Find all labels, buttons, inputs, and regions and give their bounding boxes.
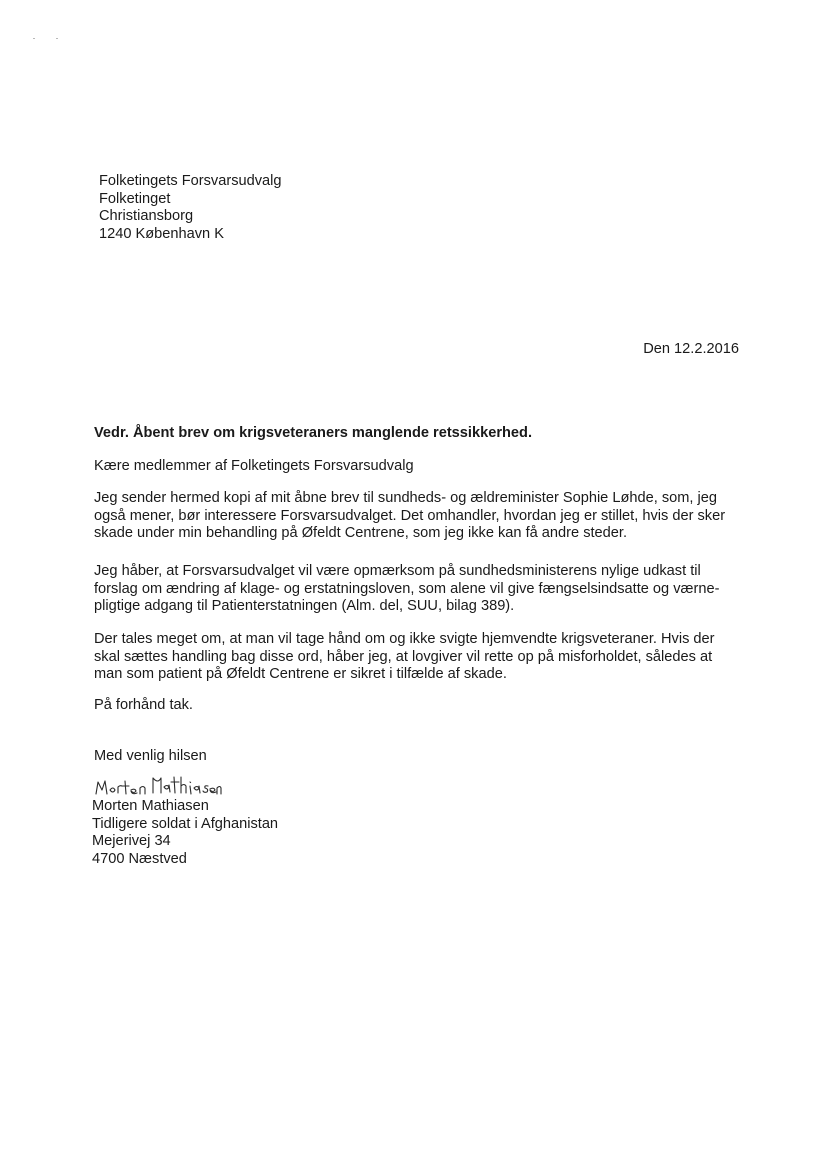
letter-greeting: Kære medlemmer af Folketingets Forsvarsudvalg bbox=[94, 458, 414, 474]
scan-artifact bbox=[56, 38, 58, 39]
signature-stroke bbox=[153, 778, 161, 793]
signature-stroke bbox=[203, 786, 208, 793]
sender-city: 4700 Næstved bbox=[92, 850, 187, 867]
body-paragraph bbox=[94, 490, 725, 543]
paragraph-line: også mener, bør interessere Forsvarsudvalget. Det omhandler, hvordan jeg er stillet, hvis der sker bbox=[94, 507, 726, 524]
signature-stroke bbox=[217, 787, 221, 795]
signature-stroke bbox=[96, 781, 107, 794]
signature-stroke bbox=[171, 777, 179, 793]
paragraph-line: skade under min behandling på Øfeldt Centrene, som jeg ikke kan få andre steder. bbox=[94, 525, 627, 542]
signature-stroke bbox=[181, 777, 186, 793]
letter-subject: Vedr. Åbent brev om krigsveteraners manglende retssikkerhed. bbox=[94, 425, 532, 441]
sender-title: Tidligere soldat i Afghanistan bbox=[92, 815, 279, 832]
body-paragraph bbox=[94, 563, 719, 616]
signature-stroke bbox=[210, 788, 216, 792]
recipient-line: Christiansborg bbox=[99, 208, 194, 225]
paragraph-line: skal sættes handling bag disse ord, håber jeg, at lovgiver vil rette op på misforholdet, således at bbox=[94, 648, 713, 665]
letter-date: Den 12.2.2016 bbox=[643, 341, 739, 357]
body-paragraph bbox=[94, 631, 715, 684]
recipient-line: Folketinget bbox=[99, 190, 171, 207]
scan-artifact bbox=[33, 38, 35, 39]
sender-address bbox=[92, 798, 278, 868]
signature-stroke bbox=[131, 789, 137, 793]
signature-stroke bbox=[118, 786, 122, 793]
sender-street: Mejerivej 34 bbox=[92, 833, 171, 850]
paragraph-line: forslag om ændring af klage- og erstatningsloven, som alene vil give fængselsindsatte og værne- bbox=[94, 580, 720, 597]
signature-stroke bbox=[140, 787, 145, 795]
signature-stroke bbox=[194, 786, 200, 793]
signature-stroke bbox=[164, 785, 170, 792]
paragraph-line: Der tales meget om, at man vil tage hånd om og ikke svigte hjemvendte krigsveteraner. Hvis der bbox=[94, 631, 715, 647]
signature-stroke bbox=[110, 788, 115, 792]
closing-salutation: Med venlig hilsen bbox=[94, 748, 207, 764]
sender-name: Morten Mathiasen bbox=[92, 798, 209, 814]
signature-stroke bbox=[122, 781, 129, 794]
paragraph-line: Jeg håber, at Forsvarsudvalget vil være opmærksom på sundhedsministerens nylige udkast til bbox=[94, 563, 701, 579]
paragraph-line: Jeg sender hermed kopi af mit åbne brev til sundheds- og ældreminister Sophie Løhde, som, jeg bbox=[94, 490, 717, 506]
paragraph-line: pligtige adgang til Patienterstatningen (Alm. del, SUU, bilag 389). bbox=[94, 598, 515, 615]
closing-thanks: På forhånd tak. bbox=[94, 697, 193, 713]
paragraph-line: man som patient på Øfeldt Centrene er sikret i tilfælde af skade. bbox=[94, 666, 507, 683]
signature-stroke bbox=[190, 782, 191, 794]
recipient-line: 1240 København K bbox=[99, 225, 224, 242]
recipient-address bbox=[99, 173, 282, 243]
recipient-line: Folketingets Forsvarsudvalg bbox=[99, 173, 282, 189]
